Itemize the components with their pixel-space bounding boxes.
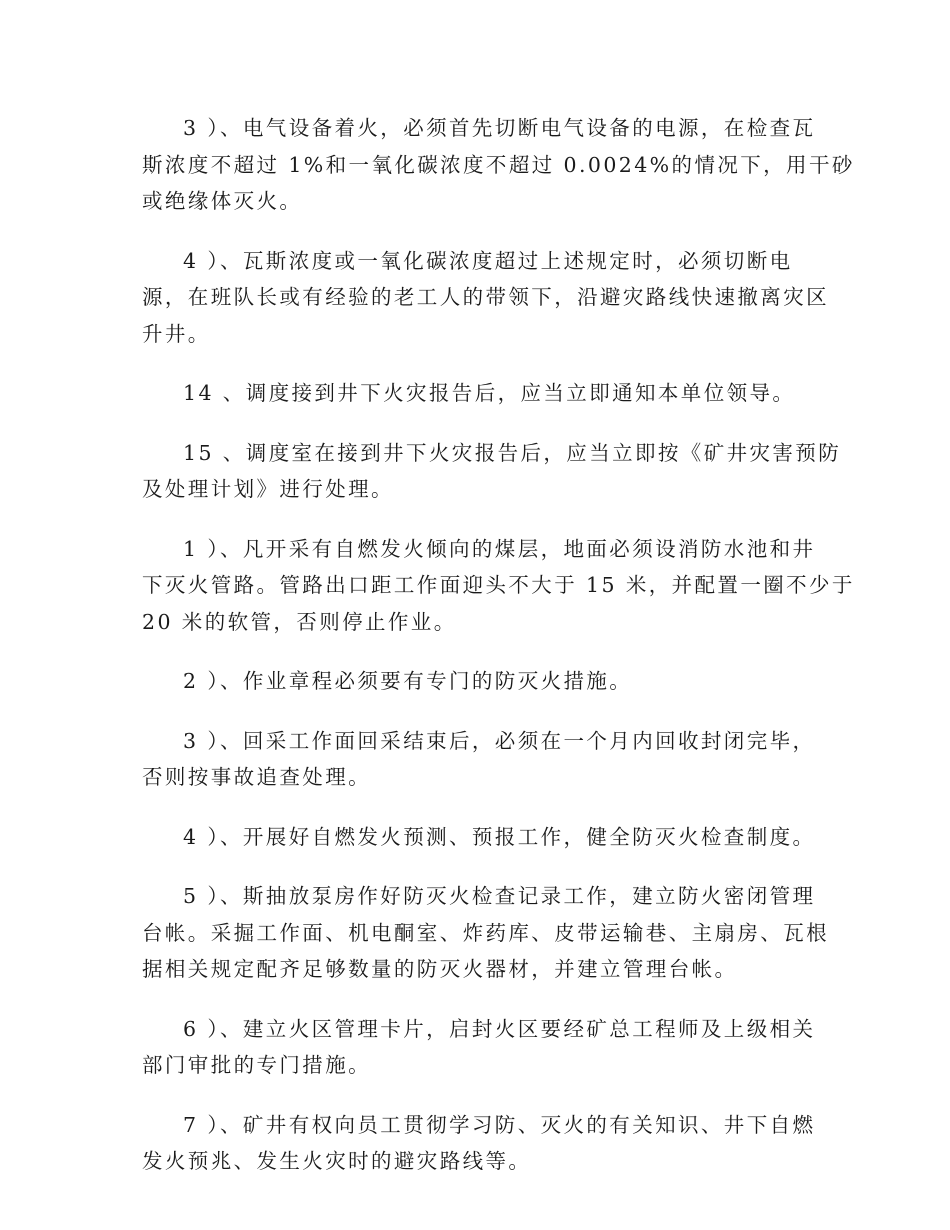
paragraph bbox=[142, 110, 855, 220]
paragraph-line: 4 ）、瓦斯浓度或一氧化碳浓度超过上述规定时，必须切断电 bbox=[183, 248, 793, 273]
paragraph bbox=[142, 878, 829, 988]
paragraph-line: 15 、调度室在接到井下火灾报告后，应当立即按《矿井灾害预防 bbox=[183, 440, 842, 465]
paragraph bbox=[142, 375, 810, 412]
paragraph-line: 下灭火管路。管路出口距工作面迎头不大于 15 米，并配置一圈不少于 bbox=[142, 573, 855, 597]
paragraph-line: 20 米的软管，否则停止作业。 bbox=[142, 609, 457, 634]
paragraph-line: 5 ）、斯抽放泵房作好防灭火检查记录工作，建立防火密闭管理 bbox=[183, 884, 816, 908]
paragraph-line: 3 ）、电气设备着火，必须首先切断电气设备的电源，在检查瓦 bbox=[183, 116, 816, 140]
paragraph-line: 否则按事故追查处理。 bbox=[142, 765, 371, 789]
paragraph-line: 2 ）、作业章程必须要有专门的防灭火措施。 bbox=[183, 669, 633, 693]
paragraph-line: 源，在班队长或有经验的老工人的带领下，沿避灾路线快速撤离灾区 bbox=[142, 285, 829, 309]
paragraph-line: 据相关规定配齐足够数量的防灭火器材，并建立管理台帐。 bbox=[142, 957, 738, 981]
paragraph-line: 发火预兆、发生火灾时的避灾路线等。 bbox=[142, 1149, 532, 1173]
paragraph bbox=[142, 723, 816, 796]
paragraph-line: 1 ）、凡开采有自燃发火倾向的煤层，地面必须设消防水池和井 bbox=[183, 536, 816, 561]
paragraph bbox=[142, 531, 855, 641]
paragraph-line: 或绝缘体灭火。 bbox=[142, 189, 303, 213]
paragraph-line: 7 ）、矿井有权向员工贯彻学习防、灭火的有关知识、井下自燃 bbox=[183, 1112, 816, 1137]
paragraph-line: 升井。 bbox=[142, 321, 211, 346]
paragraph bbox=[142, 663, 810, 700]
paragraph-line: 4 ）、开展好自燃发火预测、预报工作，健全防灭火检查制度。 bbox=[183, 824, 816, 849]
paragraph-line: 斯浓度不超过 1%和一氧化碳浓度不超过 0.0024%的情况下，用干砂 bbox=[142, 152, 855, 177]
document-body bbox=[142, 110, 855, 1180]
paragraph bbox=[142, 1011, 816, 1084]
paragraph-line: 台帐。采掘工作面、机电酮室、炸药库、皮带运输巷、主扇房、瓦根 bbox=[142, 920, 829, 945]
paragraph bbox=[142, 1107, 816, 1180]
paragraph-line: 3 ）、回采工作面回采结束后，必须在一个月内回收封闭完毕， bbox=[183, 728, 816, 753]
paragraph-line: 14 、调度接到井下火灾报告后，应当立即通知本单位领导。 bbox=[183, 381, 796, 405]
paragraph bbox=[142, 819, 816, 856]
paragraph-line: 及处理计划》进行处理。 bbox=[142, 477, 394, 501]
paragraph-line: 6 ）、建立火区管理卡片，启封火区要经矿总工程师及上级相关 bbox=[183, 1016, 816, 1041]
paragraph-line: 部门审批的专门措施。 bbox=[142, 1053, 371, 1077]
paragraph bbox=[142, 435, 842, 508]
paragraph bbox=[142, 243, 829, 353]
